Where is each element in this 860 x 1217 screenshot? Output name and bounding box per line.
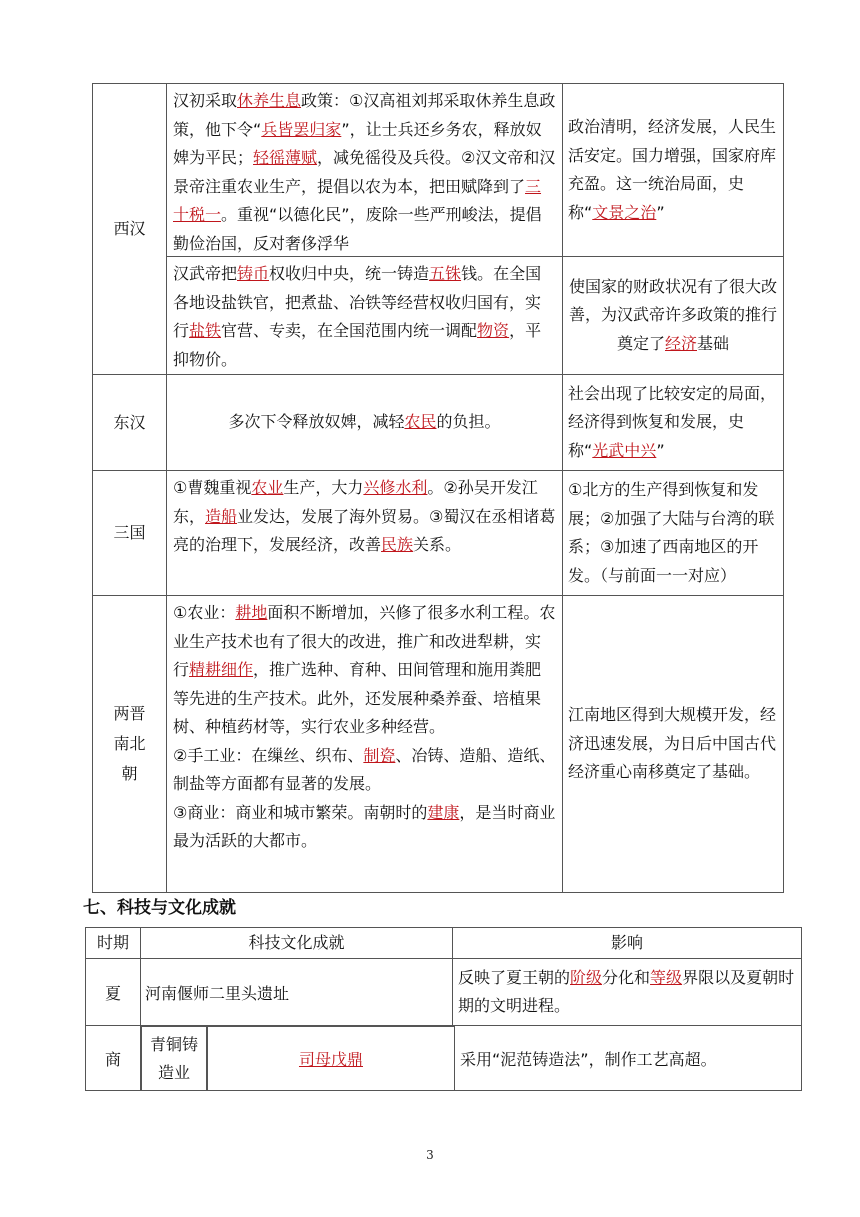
- highlighted-term: 物资: [477, 321, 510, 340]
- text-segment: 采用“泥范铸造法”，制作工艺高超。: [460, 1049, 717, 1069]
- text-segment: ③商业：商业和城市繁荣。南朝时的: [173, 802, 428, 822]
- period-cell: 商: [85, 1025, 141, 1091]
- table-row-donghan: [93, 374, 783, 470]
- text-segment: 权收归中央，统一铸造: [269, 264, 430, 283]
- effect-cell: [563, 375, 783, 470]
- text-segment: 。重视“以德化民”，废除一些严刑峻法，提倡勤俭治国，反对奢侈浮华: [173, 205, 542, 253]
- text-segment: 使国家的财政状况有了很大改善，为汉武帝许多政策的推行奠定了: [568, 276, 777, 353]
- text-segment: 多次下令释放奴婢，减轻: [228, 412, 405, 432]
- effect-cell: [454, 1025, 802, 1091]
- highlighted-term: 光武中兴: [592, 440, 657, 460]
- text-segment: 业发达，发展了海外贸易。③蜀汉在丞相诸葛亮的治理下，发展经济，改善: [173, 506, 556, 554]
- subrows: [167, 84, 783, 374]
- header-achievement: 科技文化成就: [140, 927, 453, 959]
- effect-cell: [563, 471, 783, 595]
- highlighted-term: 阶级: [570, 967, 603, 987]
- period-cell: [93, 596, 167, 892]
- culture-table: [86, 928, 805, 1091]
- period-cell: 夏: [85, 958, 141, 1026]
- text-segment: 政治清明，经济发展，人民生活安定。国力增强，国家府库充盈。这一统治局面，史称“: [568, 117, 777, 222]
- highlighted-term: 五铢: [429, 264, 462, 283]
- period-cell: 西汉: [93, 84, 167, 374]
- measure-cell: [167, 84, 563, 256]
- subrow: [167, 84, 783, 256]
- highlighted-term: 铸币: [237, 264, 270, 283]
- text-segment: ”: [656, 202, 665, 222]
- text-segment: 反映了夏王朝的: [458, 967, 571, 987]
- highlighted-term: 盐铁: [189, 321, 222, 340]
- highlighted-term: 造船: [205, 506, 238, 526]
- highlighted-term: 耕地: [235, 603, 268, 622]
- category-line: 造业: [157, 1062, 190, 1082]
- text-segment: 关系。: [413, 535, 462, 554]
- highlighted-term: 休养生息: [237, 91, 302, 110]
- achievement-cell: 河南偃师二里头遗址: [140, 958, 453, 1026]
- table-row-xihan: [93, 84, 783, 374]
- text-segment: 江南地区得到大规模开发，经济迅速发展，为日后中国古代经济重心南移奠定了基础。: [568, 705, 777, 782]
- text-segment: 。②孙吴开发江东，: [173, 478, 538, 526]
- text-segment: ②手工业：在缫丝、织布、: [173, 745, 364, 765]
- text-segment: 、冶铸、造船、造纸、制盐等方面都有显著的发展。: [173, 745, 556, 793]
- highlighted-term: 建康: [427, 802, 460, 822]
- text-segment: 面积不断增加，兴修了很多水利工程。农业生产技术也有了很大的改进，推广和改进犁耕，实行: [173, 603, 556, 679]
- section-title: 七、科技与文化成就: [83, 898, 236, 918]
- highlighted-term: 文景之治: [592, 202, 657, 222]
- text-segment: 社会出现了比较安定的局面，经济得到恢复和发展，史称“: [568, 383, 777, 460]
- page-number: 3: [426, 1148, 434, 1162]
- period-line: 南北: [113, 734, 146, 753]
- header-row: [86, 928, 805, 959]
- highlighted-term: 兴修水利: [363, 478, 428, 497]
- text-segment: ①北方的生产得到恢复和发展；②加强了大陆与台湾的联系；③加速了西南地区的开发。（与前面一一对应）: [568, 480, 775, 585]
- highlighted-term: 农业: [251, 478, 284, 497]
- effect-cell: [452, 958, 802, 1026]
- text-segment: 政策：①汉高祖刘邦采取休养生息政策，他下令“: [173, 91, 556, 139]
- text-segment: ，平抑物价。: [173, 321, 542, 369]
- highlighted-term: 民族: [381, 535, 414, 554]
- text-segment: ，推广选种、育种、田间管理和施用粪肥等先进的生产技术。此外，还发展种桑养蚕、培植果树、种植药材等，实行农业多种经营。: [173, 660, 542, 736]
- highlighted-term: 制瓷: [363, 745, 396, 765]
- text-segment: ”: [656, 440, 665, 460]
- highlighted-term: 三十税一: [173, 176, 542, 224]
- table-row-xia: [86, 959, 805, 1026]
- highlighted-term: 精耕细作: [189, 660, 254, 679]
- measure-cell: [167, 471, 563, 595]
- text-segment: ①曹魏重视: [173, 478, 252, 497]
- effect-cell: [563, 84, 783, 256]
- text-segment: ”，让士兵还乡务农，释放奴婢为平民；: [173, 119, 542, 167]
- subrow: [167, 256, 783, 374]
- highlighted-term: 等级: [650, 967, 683, 987]
- period-line: 两晋: [113, 704, 146, 723]
- table-row-liangjin: [93, 595, 783, 892]
- text-segment: 官营、专卖，在全国范围内统一调配: [221, 321, 478, 340]
- text-segment: 的负担。: [436, 412, 501, 432]
- table-row-shang: [86, 1026, 805, 1091]
- item-name: 司母戊鼎: [298, 1050, 363, 1069]
- highlighted-term: 轻徭薄赋: [253, 148, 318, 167]
- text-segment: 汉初采取: [173, 91, 238, 110]
- highlighted-term: 经济: [664, 333, 697, 353]
- text-segment: ①农业：: [173, 603, 236, 622]
- header-effect: 影响: [452, 927, 802, 959]
- text-segment: 汉武帝把: [173, 264, 238, 283]
- table-row-sanguo: [93, 470, 783, 595]
- highlighted-term: 农民: [404, 412, 437, 432]
- economy-table: [92, 83, 784, 893]
- text-segment: 生产，大力: [283, 478, 364, 497]
- item-cell: [207, 1026, 455, 1091]
- measure-cell: [167, 375, 563, 470]
- highlighted-term: 兵皆罢归家: [261, 119, 342, 139]
- text-segment: ，是当时商业最为活跃的大都市。: [173, 802, 556, 850]
- effect-cell: [563, 596, 783, 892]
- period-line: 朝: [121, 764, 138, 783]
- period-cell: 三国: [93, 471, 167, 595]
- text-segment: 分化和: [602, 967, 651, 987]
- effect-cell: [563, 257, 783, 374]
- measure-cell: [167, 257, 563, 374]
- measure-cell: [167, 596, 563, 892]
- category-cell: [141, 1026, 207, 1091]
- period-cell: 东汉: [93, 375, 167, 470]
- text-segment: 基础: [697, 333, 730, 353]
- header-period: 时期: [85, 927, 141, 959]
- text-segment: ，减免徭役及兵役。②汉文帝和汉景帝注重农业生产，提倡以农为本，把田赋降到了: [173, 148, 556, 196]
- category-line: 青铜铸: [149, 1034, 198, 1054]
- text-segment: 界限以及夏朝时期的文明进程。: [458, 967, 795, 1015]
- text-segment: 钱。在全国各地设盐铁官，把煮盐、冶铁等经营权收归国有，实行: [173, 264, 542, 340]
